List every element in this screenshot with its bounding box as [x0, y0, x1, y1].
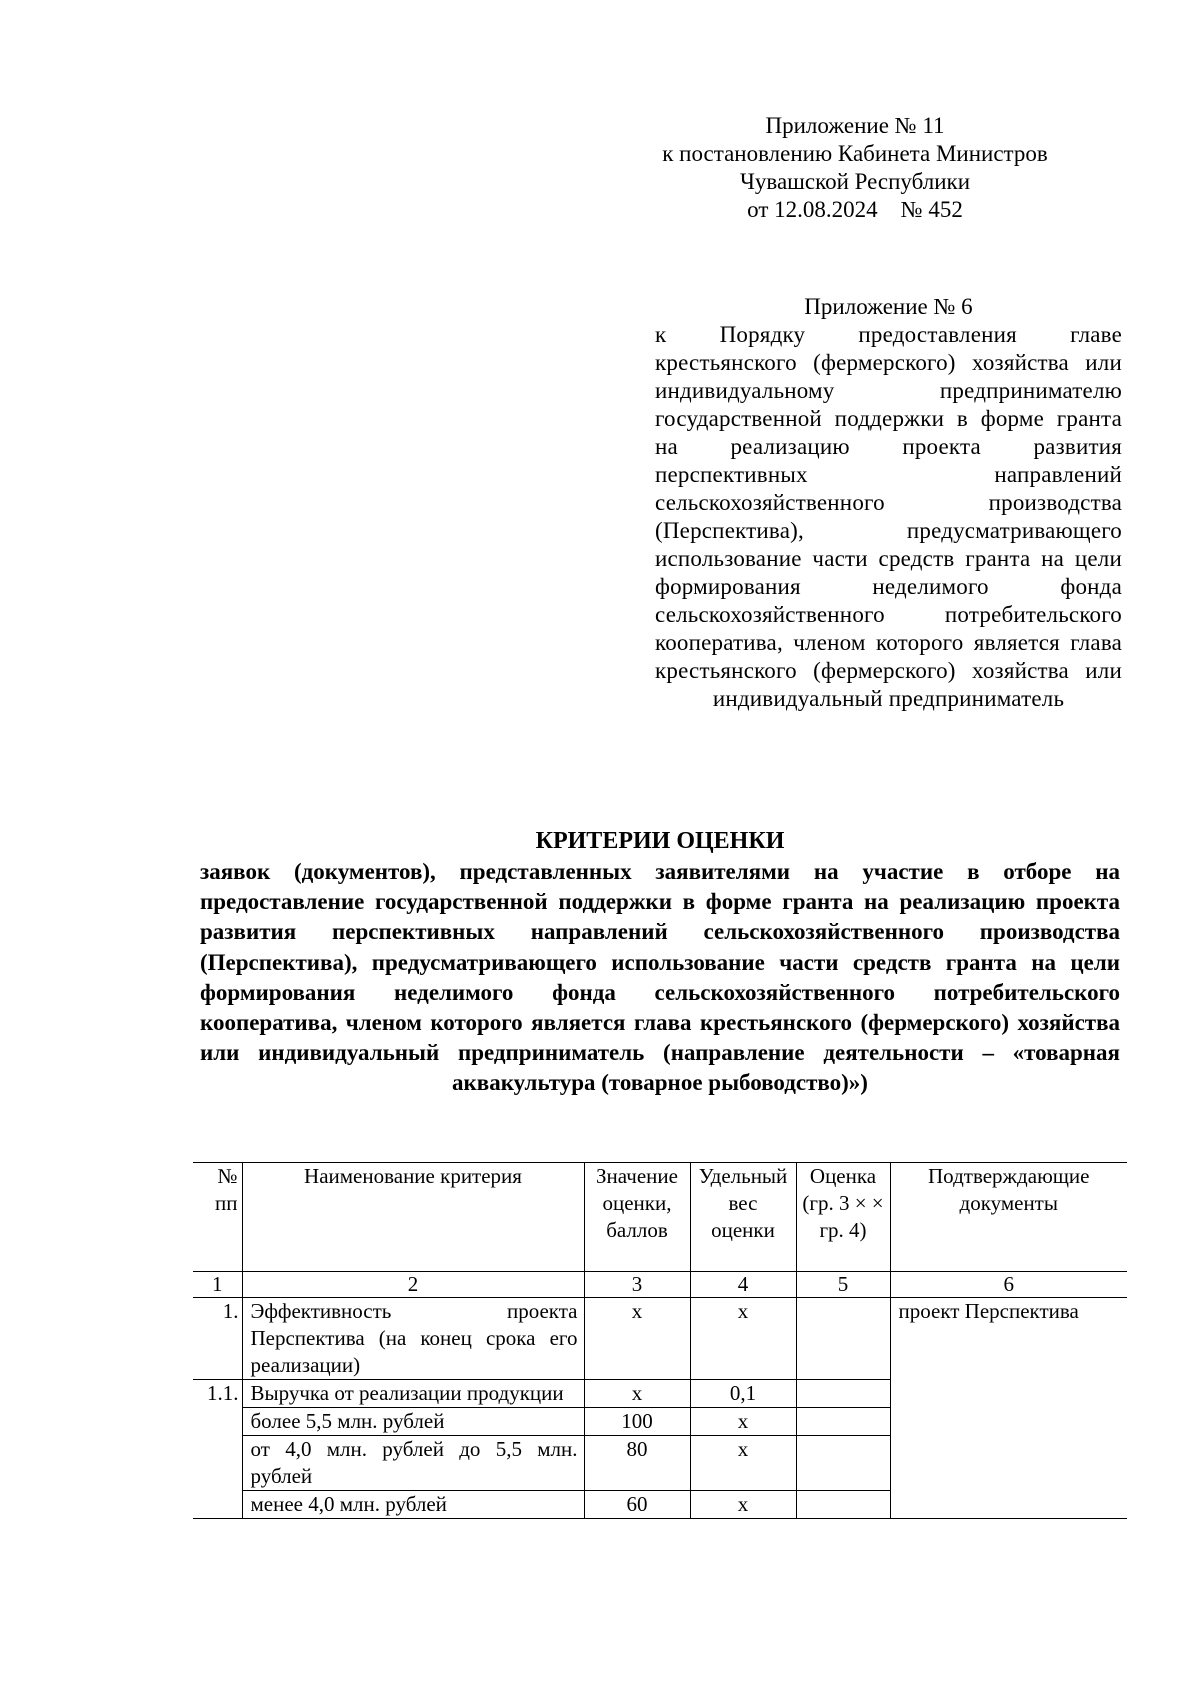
- column-number: 6: [890, 1272, 1127, 1298]
- row-rating: [796, 1491, 890, 1519]
- column-number: 3: [584, 1272, 690, 1298]
- row-weight: х: [690, 1298, 796, 1380]
- appendix-11-block: [620, 112, 1090, 224]
- row-rating: [796, 1380, 890, 1408]
- appendix-11-date: от 12.08.2024 № 452: [747, 197, 963, 222]
- header-docs: Подтверждающие документы: [890, 1163, 1127, 1272]
- criteria-table: [193, 1162, 1127, 1519]
- header-name: Наименование критерия: [242, 1163, 584, 1272]
- header-weight: Удельный вес оценки: [690, 1163, 796, 1272]
- row-weight: х: [690, 1436, 796, 1491]
- header-score: Значение оценки, баллов: [584, 1163, 690, 1272]
- row-name: Выручка от реализации продукции: [242, 1380, 584, 1408]
- row-num: 1.1.: [193, 1380, 242, 1519]
- appendix-11-title: Приложение № 11: [765, 113, 945, 138]
- row-weight: 0,1: [690, 1380, 796, 1408]
- header-rating: Оценка (гр. 3 × × гр. 4): [796, 1163, 890, 1272]
- row-score: 60: [584, 1491, 690, 1519]
- table-row: [193, 1298, 1127, 1380]
- row-rating: [796, 1436, 890, 1491]
- column-number-row: [193, 1272, 1127, 1298]
- row-num: 1.: [193, 1298, 242, 1380]
- row-weight: х: [690, 1491, 796, 1519]
- header-num: № пп: [193, 1163, 242, 1272]
- row-rating: [796, 1408, 890, 1436]
- appendix-6-body: к Порядку предоставления главе крестьянского (фермерского) хозяйства или индивидуальному предпринимателю государственной поддержки в форме гранта на реализацию проекта развития перспективных направлений сельскохозяйственного производства (Перспектива), предусматривающего использование части средств гранта на цели формирования неделимого фонда сельскохозяйственного потребительского кооператива, членом которого является глава крестьянского (фермерского) хозяйства или индивидуальный предприниматель: [655, 322, 1122, 711]
- row-name: от 4,0 млн. рублей до 5,5 млн. рублей: [242, 1436, 584, 1491]
- column-number: 5: [796, 1272, 890, 1298]
- document-title: КРИТЕРИИ ОЦЕНКИ: [535, 828, 785, 854]
- column-number: 4: [690, 1272, 796, 1298]
- column-number: 2: [242, 1272, 584, 1298]
- row-rating: [796, 1298, 890, 1380]
- appendix-11-line: Чувашской Республики: [739, 169, 971, 194]
- appendix-6-block: [655, 293, 1122, 713]
- row-name: Эффективность проекта Перспектива (на конец срока его реализации): [242, 1298, 584, 1380]
- row-score: х: [584, 1380, 690, 1408]
- row-name: менее 4,0 млн. рублей: [242, 1491, 584, 1519]
- row-weight: х: [690, 1408, 796, 1436]
- document-subtitle: заявок (документов), представленных заявителями на участие в отборе на предоставление государственной поддержки в форме гранта на реализацию проекта развития перспективных направлений сельскохозяйственного производства (Перспектива), предусматривающего использование части средств гранта на цели формирования неделимого фонда сельскохозяйственного потребительского кооператива, членом которого является глава крестьянского (фермерского) хозяйства или индивидуальный предприниматель (направление деятельности – «товарная аквакультура (товарное рыбоводство)»): [200, 859, 1120, 1096]
- row-score: 100: [584, 1408, 690, 1436]
- row-name: более 5,5 млн. рублей: [242, 1408, 584, 1436]
- appendix-11-line: к постановлению Кабинета Министров: [662, 141, 1048, 166]
- table-header-row: [193, 1163, 1127, 1272]
- row-docs: проект Перспектива: [890, 1298, 1127, 1519]
- row-score: х: [584, 1298, 690, 1380]
- row-score: 80: [584, 1436, 690, 1491]
- column-number: 1: [193, 1272, 242, 1298]
- appendix-6-title: Приложение № 6: [804, 294, 973, 319]
